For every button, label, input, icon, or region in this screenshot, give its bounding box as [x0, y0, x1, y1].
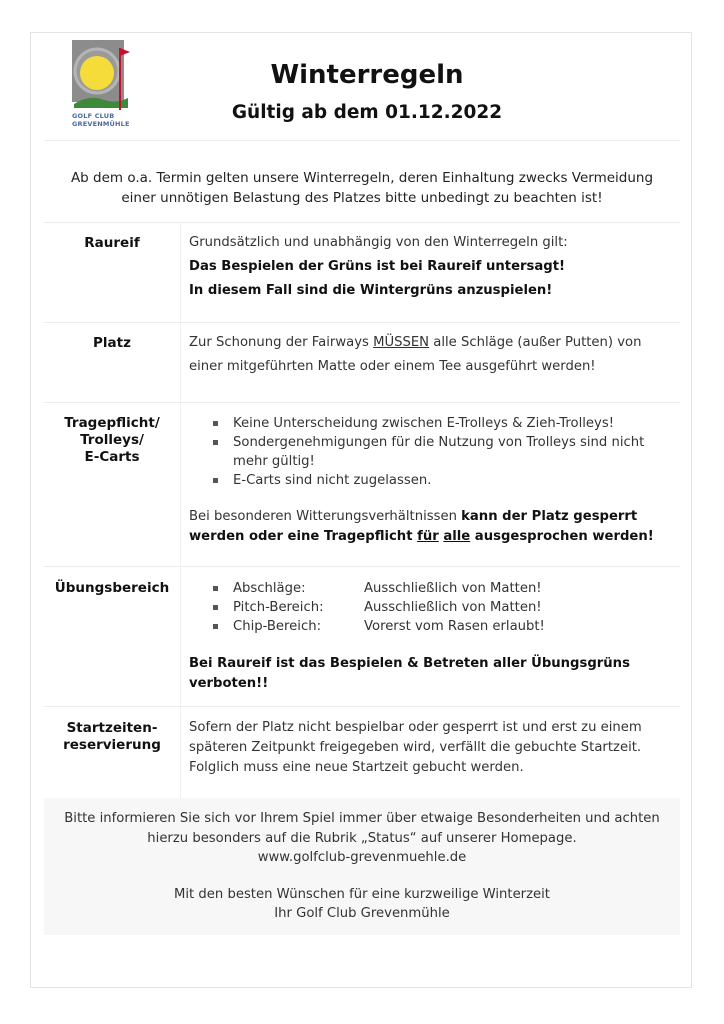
practice-rule: Ausschließlich von Matten!: [364, 581, 542, 596]
practice-area: Pitch-Bereich:: [233, 600, 324, 615]
startzeiten-label: [44, 720, 180, 754]
tragepflicht-bullets: [189, 414, 675, 490]
practice-area: Chip-Bereich:: [233, 619, 322, 634]
startzeiten-label-line1: Startzeiten-: [66, 720, 158, 736]
list-item: [189, 579, 675, 598]
practice-rule: Ausschließlich von Matten!: [364, 600, 542, 615]
list-item: [189, 598, 675, 617]
platz-line1-post: alle Schläge (außer Putten) von: [429, 335, 642, 350]
footer-line1: Bitte informieren Sie sich vor Ihrem Spiel immer über etwaige Besonderheiten und achten: [64, 811, 660, 826]
practice-area: Abschläge:: [233, 581, 306, 596]
divider: [44, 706, 680, 707]
intro-line1: Ab dem o.a. Termin gelten unsere Winterregeln, deren Einhaltung zwecks Vermeidung: [70, 170, 654, 186]
logo-text-line2: GREVENMÜHLE: [72, 120, 130, 128]
uebungsbereich-label: Übungsbereich: [54, 580, 170, 596]
divider: [44, 402, 680, 403]
tragepflicht-note-fuer: für: [417, 529, 439, 544]
startzeiten-line3: Folglich muss eine neue Startzeit gebucht werden.: [189, 760, 524, 775]
platz-content: [189, 333, 675, 377]
divider: [44, 222, 680, 223]
startzeiten-label-line2: reservierung: [63, 737, 161, 753]
list-item: E-Carts sind nicht zugelassen.: [189, 471, 675, 490]
tragepflicht-note: [189, 507, 675, 547]
raureif-line2: Das Bespielen der Grüns ist bei Raureif untersagt!: [189, 259, 566, 274]
footer-line2: hierzu besonders auf die Rubrik „Status“ auf unserer Homepage.: [147, 830, 577, 846]
divider: [44, 322, 680, 323]
raureif-line1: Grundsätzlich und unabhängig von den Winterregeln gilt:: [189, 235, 568, 250]
column-divider: [180, 322, 181, 402]
platz-line1-pre: Zur Schonung der Fairways: [189, 335, 374, 350]
startzeiten-content: [189, 718, 675, 778]
startzeiten-line1: Sofern der Platz nicht bespielbar oder gesperrt ist und erst zu einem: [189, 720, 642, 735]
column-divider: [180, 566, 181, 706]
tragepflicht-label-line2: Trolleys/: [80, 432, 144, 448]
tragepflicht-note-bold2: ausgesprochen werden!: [470, 529, 654, 544]
intro-line2: einer unnötigen Belastung des Platzes bitte unbedingt zu beachten ist!: [121, 190, 603, 206]
page-subtitle: Gültig ab dem 01.12.2022: [231, 102, 503, 123]
raureif-line3: In diesem Fall sind die Wintergrüns anzuspielen!: [189, 283, 553, 298]
list-item: Sondergenehmigungen für die Nutzung von Trolleys sind nicht mehr gültig!: [189, 433, 675, 471]
footer-box: [44, 798, 680, 935]
startzeiten-line2: späteren Zeitpunkt freigegeben wird, verfällt die gebuchte Startzeit.: [189, 740, 642, 755]
column-divider: [180, 402, 181, 566]
tragepflicht-note-alle: alle: [443, 529, 471, 544]
intro-paragraph: [44, 168, 680, 208]
tragepflicht-note-bold1: kann der Platz gesperrt werden oder eine Tragepflicht: [189, 509, 638, 544]
uebungsbereich-list: [189, 579, 675, 636]
tragepflicht-label: [44, 415, 180, 466]
footer-url: www.golfclub-grevenmuehle.de: [257, 850, 467, 865]
column-divider: [180, 222, 181, 322]
tragepflicht-note-pre: Bei besonderen Witterungsverhältnissen: [189, 509, 462, 524]
column-divider: [180, 706, 181, 798]
platz-line2: einer mitgeführten Matte oder einem Tee ausgeführt werden!: [189, 359, 596, 374]
tragepflicht-label-line3: E-Carts: [84, 449, 140, 465]
divider: [44, 140, 680, 141]
divider: [44, 566, 680, 567]
raureif-content: [189, 233, 675, 301]
tragepflicht-label-line1: Tragepflicht/: [64, 415, 160, 431]
footer-closing2: Ihr Golf Club Grevenmühle: [274, 906, 450, 921]
uebungsbereich-note: Bei Raureif ist das Bespielen & Betreten aller Übungsgrüns verboten!!: [189, 656, 630, 691]
list-item: [189, 617, 675, 636]
logo-text-line1: GOLF CLUB: [72, 112, 115, 120]
footer-closing1: Mit den besten Wünschen für eine kurzweilige Winterzeit: [174, 886, 550, 902]
raureif-label: Raureif: [84, 235, 140, 251]
practice-rule: Vorerst vom Rasen erlaubt!: [364, 619, 545, 634]
page-title: Winterregeln: [270, 60, 464, 90]
platz-label: Platz: [93, 335, 131, 351]
list-item: Keine Unterscheidung zwischen E-Trolleys & Zieh-Trolleys!: [189, 414, 675, 433]
platz-line1: [189, 333, 675, 357]
platz-line1-emphasis: MÜSSEN: [373, 335, 430, 350]
